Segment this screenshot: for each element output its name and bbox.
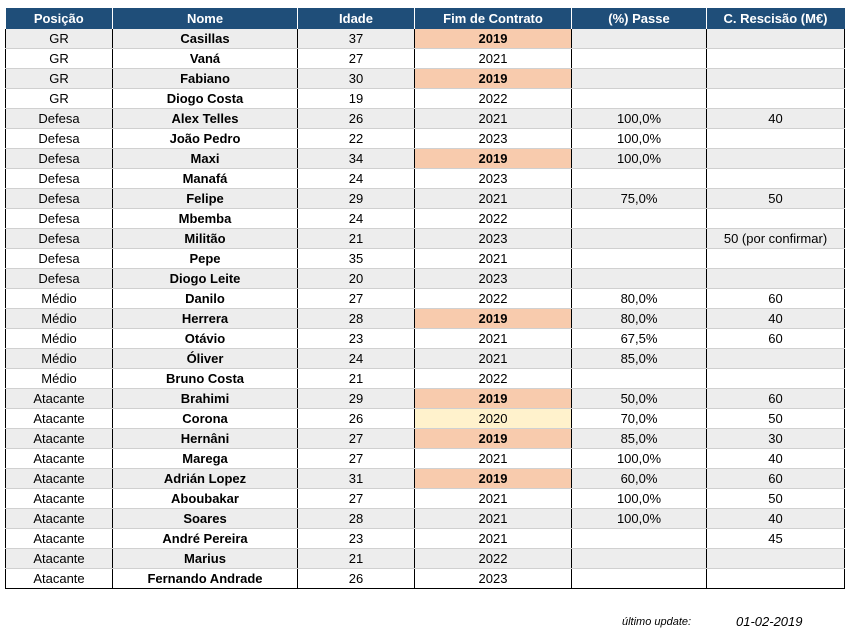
cell-rescisao[interactable] xyxy=(707,149,845,169)
cell-idade[interactable]: 34 xyxy=(298,149,415,169)
table-row xyxy=(6,289,845,309)
cell-nome[interactable]: Bruno Costa xyxy=(113,369,298,389)
table-row xyxy=(6,109,845,129)
cell-contrato[interactable]: 2022 xyxy=(415,549,572,569)
cell-posicao[interactable]: Defesa xyxy=(6,129,113,149)
table-row xyxy=(6,449,845,469)
cell-nome[interactable]: Brahimi xyxy=(113,389,298,409)
cell-nome[interactable]: Fernando Andrade xyxy=(113,569,298,589)
cell-posicao[interactable]: Defesa xyxy=(6,249,113,269)
cell-idade[interactable]: 27 xyxy=(298,449,415,469)
column-header-nome[interactable]: Nome xyxy=(113,8,298,29)
cell-posicao[interactable]: Atacante xyxy=(6,549,113,569)
cell-contrato[interactable]: 2021 xyxy=(415,529,572,549)
cell-idade[interactable]: 28 xyxy=(298,309,415,329)
cell-idade[interactable]: 37 xyxy=(298,29,415,49)
cell-idade[interactable]: 27 xyxy=(298,289,415,309)
cell-posicao[interactable]: GR xyxy=(6,69,113,89)
cell-contrato[interactable]: 2020 xyxy=(415,409,572,429)
cell-rescisao[interactable]: 50 xyxy=(707,189,845,209)
table-row xyxy=(6,269,845,289)
table-row xyxy=(6,509,845,529)
cell-posicao[interactable]: Defesa xyxy=(6,229,113,249)
cell-idade[interactable]: 29 xyxy=(298,389,415,409)
column-header-idade[interactable]: Idade xyxy=(298,8,415,29)
cell-rescisao[interactable] xyxy=(707,129,845,149)
table-row xyxy=(6,209,845,229)
cell-passe[interactable] xyxy=(572,49,707,69)
cell-contrato[interactable]: 2021 xyxy=(415,329,572,349)
cell-passe[interactable]: 80,0% xyxy=(572,309,707,329)
cell-rescisao[interactable]: 60 xyxy=(707,329,845,349)
cell-idade[interactable]: 26 xyxy=(298,569,415,589)
cell-idade[interactable]: 27 xyxy=(298,429,415,449)
cell-nome[interactable]: Fabiano xyxy=(113,69,298,89)
cell-contrato[interactable]: 2023 xyxy=(415,269,572,289)
cell-contrato[interactable]: 2021 xyxy=(415,449,572,469)
cell-passe[interactable]: 50,0% xyxy=(572,389,707,409)
cell-posicao[interactable]: GR xyxy=(6,89,113,109)
cell-contrato[interactable]: 2022 xyxy=(415,89,572,109)
cell-idade[interactable]: 29 xyxy=(298,189,415,209)
cell-contrato[interactable]: 2019 xyxy=(415,309,572,329)
cell-rescisao[interactable] xyxy=(707,49,845,69)
cell-nome[interactable]: Vaná xyxy=(113,49,298,69)
cell-idade[interactable]: 23 xyxy=(298,529,415,549)
cell-rescisao[interactable] xyxy=(707,169,845,189)
cell-rescisao[interactable]: 30 xyxy=(707,429,845,449)
cell-posicao[interactable]: Defesa xyxy=(6,189,113,209)
table-row xyxy=(6,489,845,509)
cell-passe[interactable]: 80,0% xyxy=(572,289,707,309)
cell-posicao[interactable]: Defesa xyxy=(6,169,113,189)
cell-posicao[interactable]: Atacante xyxy=(6,389,113,409)
column-header-posicao[interactable]: Posição xyxy=(6,8,113,29)
cell-posicao[interactable]: GR xyxy=(6,29,113,49)
table-row xyxy=(6,129,845,149)
cell-rescisao[interactable]: 40 xyxy=(707,309,845,329)
column-header-passe[interactable]: (%) Passe xyxy=(572,8,707,29)
cell-rescisao[interactable] xyxy=(707,569,845,589)
cell-rescisao[interactable]: 60 xyxy=(707,469,845,489)
cell-nome[interactable]: Soares xyxy=(113,509,298,529)
cell-posicao[interactable]: Médio xyxy=(6,369,113,389)
table-row xyxy=(6,369,845,389)
cell-passe[interactable]: 67,5% xyxy=(572,329,707,349)
cell-contrato[interactable]: 2021 xyxy=(415,249,572,269)
cell-nome[interactable]: Alex Telles xyxy=(113,109,298,129)
cell-idade[interactable]: 24 xyxy=(298,349,415,369)
cell-passe[interactable] xyxy=(572,169,707,189)
cell-rescisao[interactable]: 60 xyxy=(707,289,845,309)
cell-idade[interactable]: 19 xyxy=(298,89,415,109)
cell-posicao[interactable]: Médio xyxy=(6,349,113,369)
cell-idade[interactable]: 31 xyxy=(298,469,415,489)
cell-posicao[interactable]: GR xyxy=(6,49,113,69)
cell-contrato[interactable]: 2023 xyxy=(415,229,572,249)
cell-nome[interactable]: Diogo Leite xyxy=(113,269,298,289)
cell-contrato[interactable]: 2021 xyxy=(415,509,572,529)
cell-contrato[interactable]: 2019 xyxy=(415,69,572,89)
cell-nome[interactable]: Marega xyxy=(113,449,298,469)
cell-passe[interactable] xyxy=(572,529,707,549)
cell-posicao[interactable]: Atacante xyxy=(6,569,113,589)
cell-contrato[interactable]: 2019 xyxy=(415,29,572,49)
column-header-rescisao[interactable]: C. Rescisão (M€) xyxy=(707,8,845,29)
column-header-fim-contrato[interactable]: Fim de Contrato xyxy=(415,8,572,29)
cell-idade[interactable]: 27 xyxy=(298,49,415,69)
cell-idade[interactable]: 26 xyxy=(298,109,415,129)
cell-rescisao[interactable] xyxy=(707,89,845,109)
cell-passe[interactable]: 85,0% xyxy=(572,349,707,369)
table-row xyxy=(6,169,845,189)
cell-nome[interactable]: Danilo xyxy=(113,289,298,309)
table-row xyxy=(6,89,845,109)
cell-posicao[interactable]: Atacante xyxy=(6,409,113,429)
table-row xyxy=(6,329,845,349)
cell-contrato[interactable]: 2021 xyxy=(415,49,572,69)
cell-passe[interactable] xyxy=(572,209,707,229)
cell-rescisao[interactable]: 50 (por confirmar) xyxy=(707,229,845,249)
cell-posicao[interactable]: Defesa xyxy=(6,149,113,169)
cell-contrato[interactable]: 2023 xyxy=(415,569,572,589)
cell-posicao[interactable]: Defesa xyxy=(6,109,113,129)
cell-nome[interactable]: Pepe xyxy=(113,249,298,269)
cell-rescisao[interactable]: 40 xyxy=(707,509,845,529)
cell-rescisao[interactable] xyxy=(707,269,845,289)
cell-nome[interactable]: Aboubakar xyxy=(113,489,298,509)
table-row xyxy=(6,569,845,589)
cell-passe[interactable]: 100,0% xyxy=(572,129,707,149)
cell-rescisao[interactable] xyxy=(707,29,845,49)
cell-passe[interactable]: 100,0% xyxy=(572,149,707,169)
cell-passe[interactable]: 75,0% xyxy=(572,189,707,209)
table-row xyxy=(6,149,845,169)
cell-contrato[interactable]: 2023 xyxy=(415,129,572,149)
table-row xyxy=(6,389,845,409)
cell-posicao[interactable]: Médio xyxy=(6,329,113,349)
cell-posicao[interactable]: Médio xyxy=(6,289,113,309)
cell-posicao[interactable]: Atacante xyxy=(6,449,113,469)
table-row xyxy=(6,429,845,449)
cell-posicao[interactable]: Atacante xyxy=(6,529,113,549)
cell-posicao[interactable]: Atacante xyxy=(6,429,113,449)
header-row xyxy=(6,8,845,29)
cell-contrato[interactable]: 2023 xyxy=(415,169,572,189)
cell-nome[interactable]: Militão xyxy=(113,229,298,249)
last-update-label: último update: xyxy=(622,616,692,628)
cell-nome[interactable]: Felipe xyxy=(113,189,298,209)
cell-idade[interactable]: 21 xyxy=(298,549,415,569)
cell-passe[interactable] xyxy=(572,229,707,249)
table-row xyxy=(6,29,845,49)
table-row xyxy=(6,49,845,69)
cell-contrato[interactable]: 2022 xyxy=(415,209,572,229)
cell-passe[interactable] xyxy=(572,29,707,49)
cell-idade[interactable]: 24 xyxy=(298,169,415,189)
cell-nome[interactable]: Herrera xyxy=(113,309,298,329)
cell-passe[interactable]: 100,0% xyxy=(572,509,707,529)
table-row xyxy=(6,189,845,209)
cell-nome[interactable]: Hernâni xyxy=(113,429,298,449)
table-row xyxy=(6,309,845,329)
table-row xyxy=(6,529,845,549)
cell-idade[interactable]: 24 xyxy=(298,209,415,229)
cell-rescisao[interactable]: 40 xyxy=(707,109,845,129)
cell-contrato[interactable]: 2021 xyxy=(415,189,572,209)
cell-passe[interactable] xyxy=(572,569,707,589)
table-row xyxy=(6,229,845,249)
cell-rescisao[interactable]: 40 xyxy=(707,449,845,469)
cell-nome[interactable]: Diogo Costa xyxy=(113,89,298,109)
cell-nome[interactable]: Maxi xyxy=(113,149,298,169)
cell-rescisao[interactable] xyxy=(707,549,845,569)
cell-idade[interactable]: 26 xyxy=(298,409,415,429)
cell-nome[interactable]: Otávio xyxy=(113,329,298,349)
cell-nome[interactable]: Marius xyxy=(113,549,298,569)
cell-posicao[interactable]: Defesa xyxy=(6,269,113,289)
cell-passe[interactable] xyxy=(572,369,707,389)
table-row xyxy=(6,69,845,89)
cell-idade[interactable]: 35 xyxy=(298,249,415,269)
cell-passe[interactable]: 85,0% xyxy=(572,429,707,449)
table-row xyxy=(6,469,845,489)
cell-nome[interactable]: Manafá xyxy=(113,169,298,189)
table-row xyxy=(6,549,845,569)
cell-contrato[interactable]: 2022 xyxy=(415,289,572,309)
cell-contrato[interactable]: 2022 xyxy=(415,369,572,389)
last-update-date: 01-02-2019 xyxy=(736,614,803,629)
cell-rescisao[interactable] xyxy=(707,249,845,269)
cell-contrato[interactable]: 2021 xyxy=(415,489,572,509)
cell-rescisao[interactable] xyxy=(707,69,845,89)
cell-passe[interactable] xyxy=(572,269,707,289)
cell-rescisao[interactable] xyxy=(707,209,845,229)
cell-posicao[interactable]: Atacante xyxy=(6,509,113,529)
table-row xyxy=(6,249,845,269)
cell-nome[interactable]: Óliver xyxy=(113,349,298,369)
cell-idade[interactable]: 28 xyxy=(298,509,415,529)
cell-rescisao[interactable]: 50 xyxy=(707,409,845,429)
cell-passe[interactable] xyxy=(572,89,707,109)
table-row xyxy=(6,409,845,429)
cell-idade[interactable]: 21 xyxy=(298,369,415,389)
cell-posicao[interactable]: Atacante xyxy=(6,469,113,489)
cell-nome[interactable]: Casillas xyxy=(113,29,298,49)
cell-nome[interactable]: Corona xyxy=(113,409,298,429)
cell-idade[interactable]: 20 xyxy=(298,269,415,289)
cell-rescisao[interactable]: 45 xyxy=(707,529,845,549)
cell-contrato[interactable]: 2019 xyxy=(415,389,572,409)
cell-passe[interactable] xyxy=(572,69,707,89)
cell-idade[interactable]: 27 xyxy=(298,489,415,509)
cell-rescisao[interactable] xyxy=(707,369,845,389)
cell-nome[interactable]: Mbemba xyxy=(113,209,298,229)
cell-posicao[interactable]: Defesa xyxy=(6,209,113,229)
cell-passe[interactable]: 70,0% xyxy=(572,409,707,429)
cell-contrato[interactable]: 2019 xyxy=(415,429,572,449)
cell-passe[interactable]: 100,0% xyxy=(572,489,707,509)
cell-passe[interactable]: 100,0% xyxy=(572,109,707,129)
table-row xyxy=(6,349,845,369)
cell-contrato[interactable]: 2021 xyxy=(415,109,572,129)
cell-rescisao[interactable]: 60 xyxy=(707,389,845,409)
cell-nome[interactable]: Adrián Lopez xyxy=(113,469,298,489)
cell-idade[interactable]: 21 xyxy=(298,229,415,249)
cell-passe[interactable] xyxy=(572,249,707,269)
cell-rescisao[interactable] xyxy=(707,349,845,369)
cell-passe[interactable] xyxy=(572,549,707,569)
cell-posicao[interactable]: Médio xyxy=(6,309,113,329)
cell-posicao[interactable]: Atacante xyxy=(6,489,113,509)
cell-contrato[interactable]: 2019 xyxy=(415,469,572,489)
cell-passe[interactable]: 100,0% xyxy=(572,449,707,469)
cell-passe[interactable]: 60,0% xyxy=(572,469,707,489)
cell-nome[interactable]: André Pereira xyxy=(113,529,298,549)
cell-contrato[interactable]: 2019 xyxy=(415,149,572,169)
cell-idade[interactable]: 30 xyxy=(298,69,415,89)
player-contracts-table xyxy=(5,8,845,589)
cell-rescisao[interactable]: 50 xyxy=(707,489,845,509)
cell-contrato[interactable]: 2021 xyxy=(415,349,572,369)
cell-idade[interactable]: 23 xyxy=(298,329,415,349)
cell-nome[interactable]: João Pedro xyxy=(113,129,298,149)
cell-idade[interactable]: 22 xyxy=(298,129,415,149)
